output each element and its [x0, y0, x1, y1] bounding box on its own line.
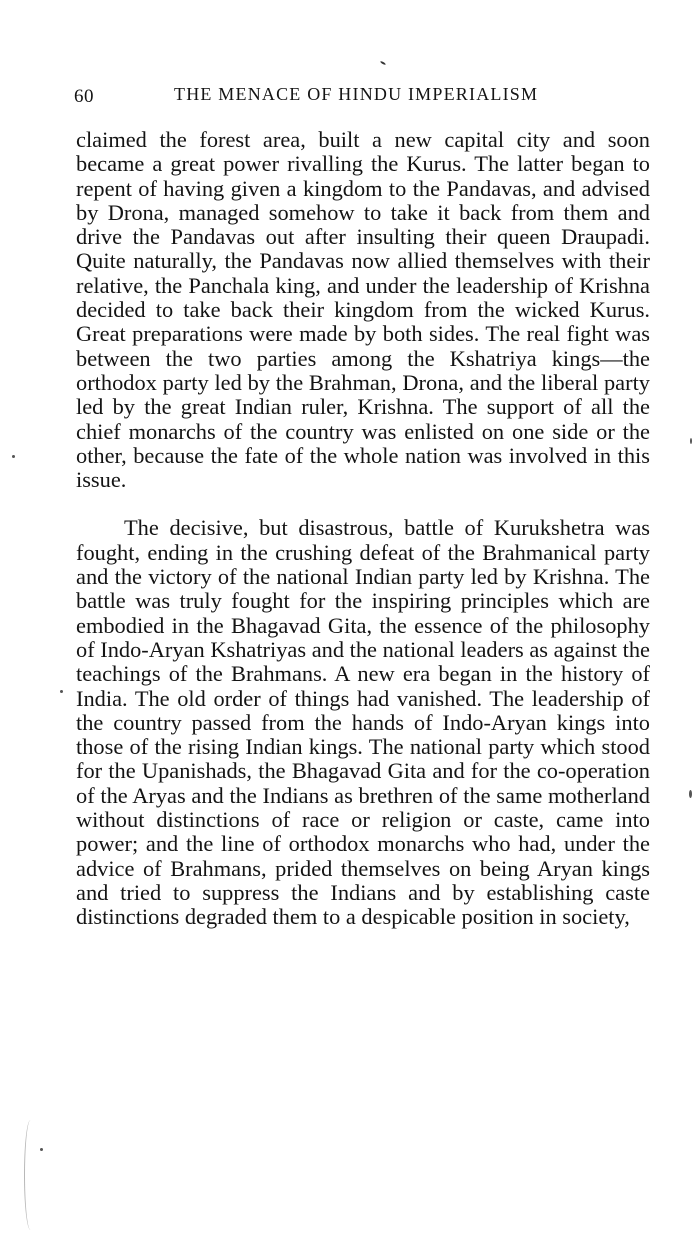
paragraph-1: claimed the forest area, built a new capital city and soon became a great power rivalling the Kurus. The latter began to repent of having given a kingdom to the Pandavas, and advised by Drona, managed somehow to take it back from them and drive the Pandavas out after insulting their queen Draupadi. Quite naturally, the Pandavas now allied themselves with their relative, the Panchala king, and under the leadership of Krishna decided to take back their kingdom from the wicked Kurus. Great preparations were made by both sides. The real fight was between the two parties among the Kshatriya kings—the orthodox party led by the Brahman, Drona, and the liberal party led by the great Indian ruler, Krishna. The support of all the chief monarchs of the country was enlisted on one side or the other, because the fate of the whole nation was involved in this issue. [76, 127, 650, 493]
scan-edge-mark [24, 1120, 37, 1230]
page-header [74, 82, 574, 112]
scan-speck [60, 690, 63, 693]
scan-speck [40, 1148, 43, 1151]
scan-speck [689, 790, 692, 798]
paragraph-2: The decisive, but disastrous, battle of Kurukshetra was fought, ending in the crushing defeat of the Brahmanical party and the victory of the national Indian party led by Krishna. The battle was truly fought for the inspiring principles which are embodied in the Bhagavad Gita, the essence of the philosophy of Indo-Aryan Kshatriyas and the national leaders as against the teachings of the Brahmans. A new era began in the history of India. The old order of things had vanished. The leadership of the country passed from the hands of Indo-Aryan kings into those of the rising Indian kings. The national party which stood for the Upanishads, the Bhagavad Gita and for the co-operation of the Aryas and the Indians as brethren of the same motherland without distinctions of race or religion or caste, came into power; and the line of orthodox monarchs who had, under the advice of Brahmans, prided themselves on being Aryan kings and tried to suppress the Indians and by establishing caste distinctions degraded them to a despicable position in society, [76, 515, 650, 930]
running-title: THE MENACE OF HINDU IMPERIALISM [174, 84, 539, 104]
body-text [76, 128, 650, 930]
page-number: 60 [74, 86, 94, 107]
scan-speck [12, 455, 15, 458]
scan-speck [380, 61, 386, 66]
scan-speck [690, 438, 692, 444]
